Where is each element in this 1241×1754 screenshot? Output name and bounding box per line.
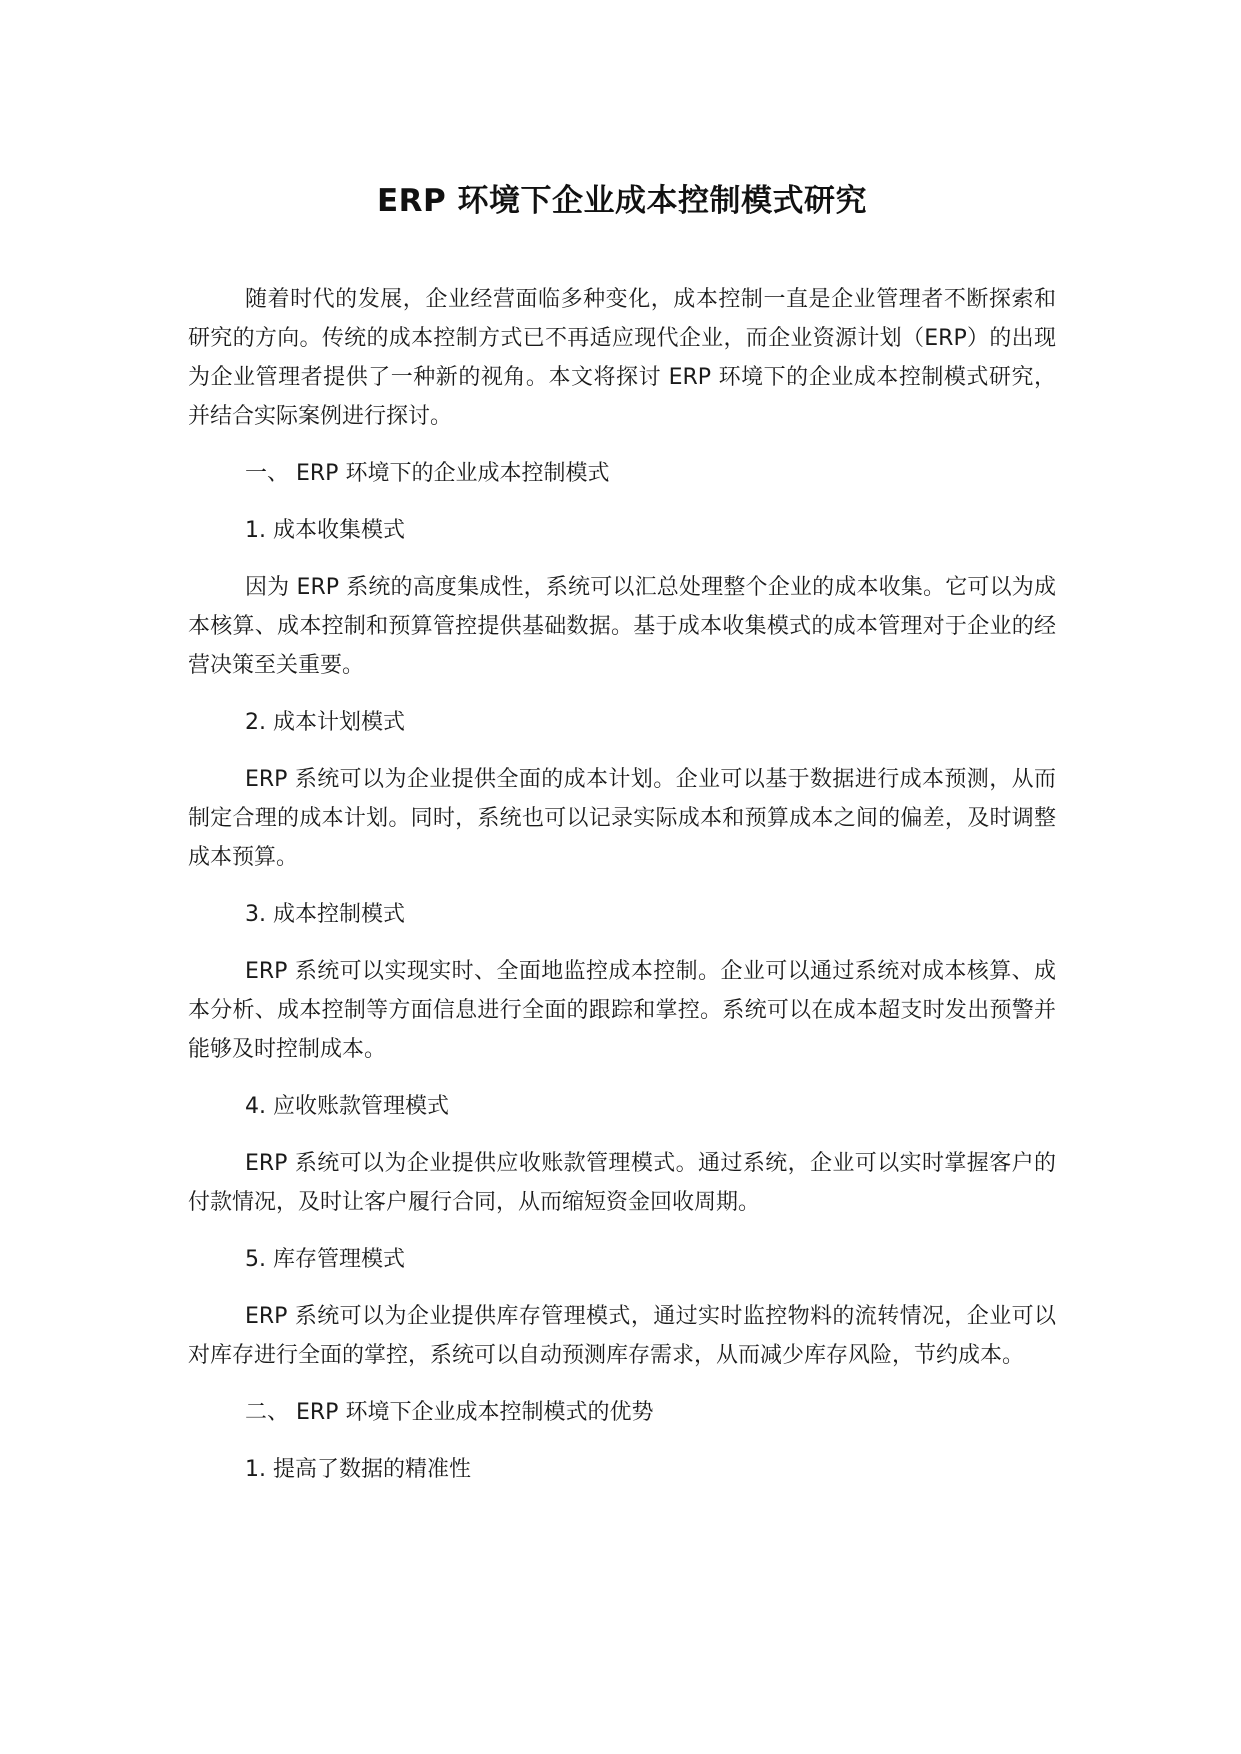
document-title: ERP 环境下企业成本控制模式研究 (376, 183, 868, 219)
subsection-heading-2-1: 1. 提高了数据的精准性 (245, 1457, 471, 1482)
paragraph-1-5: ERP 系统可以为企业提供库存管理模式，通过实时监控物料的流转情况，企业可以对库存进行全面的掌控，系统可以自动预测库存需求，从而减少库存风险，节约成本。 (188, 1304, 1056, 1368)
subsection-heading-1-2: 2. 成本计划模式 (245, 710, 405, 735)
subsection-heading-1-1: 1. 成本收集模式 (245, 518, 405, 543)
paragraph-1-4: ERP 系统可以为企业提供应收账款管理模式。通过系统，企业可以实时掌握客户的付款情况，及时让客户履行合同，从而缩短资金回收周期。 (188, 1151, 1056, 1215)
intro-paragraph: 随着时代的发展，企业经营面临多种变化，成本控制一直是企业管理者不断探索和研究的方向。传统的成本控制方式已不再适应现代企业，而企业资源计划（ERP）的出现为企业管理者提供了一种新的视角。本文将探讨 ERP 环境下的企业成本控制模式研究，并结合实际案例进行探讨。 (188, 287, 1056, 429)
subsection-heading-1-5: 5. 库存管理模式 (245, 1247, 405, 1272)
paragraph-1-2: ERP 系统可以为企业提供全面的成本计划。企业可以基于数据进行成本预测，从而制定合理的成本计划。同时，系统也可以记录实际成本和预算成本之间的偏差，及时调整成本预算。 (188, 767, 1056, 870)
subsection-heading-1-3: 3. 成本控制模式 (245, 902, 405, 927)
paragraph-1-1: 因为 ERP 系统的高度集成性，系统可以汇总处理整个企业的成本收集。它可以为成本核算、成本控制和预算管控提供基础数据。基于成本收集模式的成本管理对于企业的经营决策至关重要。 (188, 575, 1056, 678)
subsection-heading-1-4: 4. 应收账款管理模式 (245, 1094, 449, 1119)
paragraph-1-3: ERP 系统可以实现实时、全面地监控成本控制。企业可以通过系统对成本核算、成本分析、成本控制等方面信息进行全面的跟踪和掌控。系统可以在成本超支时发出预警并能够及时控制成本。 (188, 959, 1056, 1062)
section-heading-2: 二、 ERP 环境下企业成本控制模式的优势 (245, 1400, 654, 1425)
section-heading-1: 一、 ERP 环境下的企业成本控制模式 (245, 461, 610, 486)
